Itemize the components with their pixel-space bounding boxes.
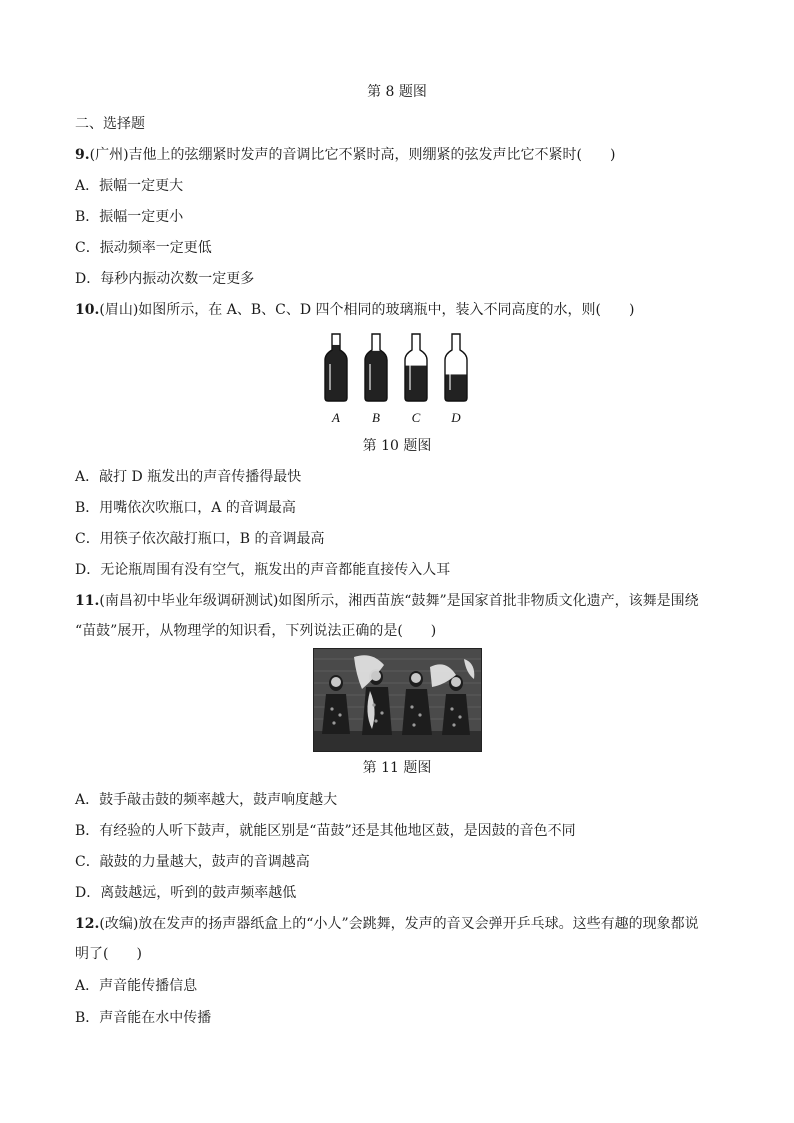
q12-stem-line1 [75, 914, 699, 934]
q11-option-c: C．敲鼓的力量越大，鼓声的音调越高 [75, 854, 310, 870]
q9-number: 9. [75, 147, 90, 163]
fig8-caption: 第 8 题图 [367, 84, 427, 100]
q9-option-c: C．振动频率一定更低 [75, 240, 212, 256]
fig10-caption: 第 10 题图 [362, 438, 432, 454]
fig11-caption: 第 11 题图 [362, 760, 432, 776]
q9-option-a: A．振幅一定更大 [75, 178, 184, 194]
bottle-c [404, 334, 428, 425]
q11-option-d: D．离鼓越远，听到的鼓声频率越低 [75, 885, 297, 901]
q10-stem-text: (眉山)如图所示，在 A、B、C、D 四个相同的玻璃瓶中，装入不同高度的水，则( ) [99, 302, 635, 318]
q10-stem [75, 300, 634, 320]
bottle-water [444, 374, 468, 403]
q12-number: 12. [75, 916, 100, 932]
bottle-label: D [451, 410, 461, 425]
q11-stem-text: (南昌初中毕业年级调研测试)如图所示，湘西苗族“鼓舞”是国家首批非物质文化遗产，该舞是围绕 [99, 593, 699, 609]
q11-option-a: A．鼓手敲击鼓的频率越大，鼓声响度越大 [75, 792, 338, 808]
q12-stem-text: (改编)放在发声的扬声器纸盒上的“小人”会跳舞，发声的音叉会弹开乒乓球。这些有趣的现象都说 [99, 916, 699, 932]
bottle-d [444, 334, 468, 425]
section-title: 二、选择题 [75, 116, 145, 132]
bottle-highlight [369, 364, 371, 390]
drum-dance-photo [313, 648, 482, 752]
q11-number: 11. [75, 593, 100, 609]
q12-option-b: B．声音能在水中传播 [75, 1010, 212, 1026]
bottle-b [364, 334, 388, 425]
bottle-label: B [372, 410, 380, 425]
bottle-a [324, 334, 348, 425]
bottle-water [404, 366, 428, 403]
bottle-label: A [332, 410, 340, 425]
q12-stem-line2: 明了( ) [75, 946, 142, 962]
bottle-water [364, 351, 388, 403]
q10-option-d: D．无论瓶周围有没有空气，瓶发出的声音都能直接传入人耳 [75, 562, 451, 578]
q11-stem-line2: “苗鼓”展开，从物理学的知识看，下列说法正确的是( ) [75, 623, 437, 639]
bottle-highlight [449, 364, 451, 390]
bottle-highlight [409, 364, 411, 390]
q9-stem-text: (广州)吉他上的弦绷紧时发声的音调比它不紧时高，则绷紧的弦发声比它不紧时( ) [89, 147, 616, 163]
bottle-label: C [411, 410, 421, 425]
q9-option-b: B．振幅一定更小 [75, 209, 184, 225]
bottle-highlight [329, 364, 331, 390]
q9-stem [75, 145, 615, 165]
q9-option-d: D．每秒内振动次数一定更多 [75, 271, 255, 287]
q11-stem-line1 [75, 591, 699, 611]
q10-option-b: B．用嘴依次吹瓶口，A 的音调最高 [75, 500, 296, 516]
q10-option-c: C．用筷子依次敲打瓶口，B 的音调最高 [75, 531, 325, 547]
bottles-figure [313, 330, 483, 426]
q10-number: 10. [75, 302, 100, 318]
q10-option-a: A．敲打 D 瓶发出的声音传播得最快 [75, 469, 302, 485]
q11-option-b: B．有经验的人听下鼓声，就能区别是“苗鼓”还是其他地区鼓，是因鼓的音色不同 [75, 823, 576, 839]
q12-option-a: A．声音能传播信息 [75, 978, 198, 994]
